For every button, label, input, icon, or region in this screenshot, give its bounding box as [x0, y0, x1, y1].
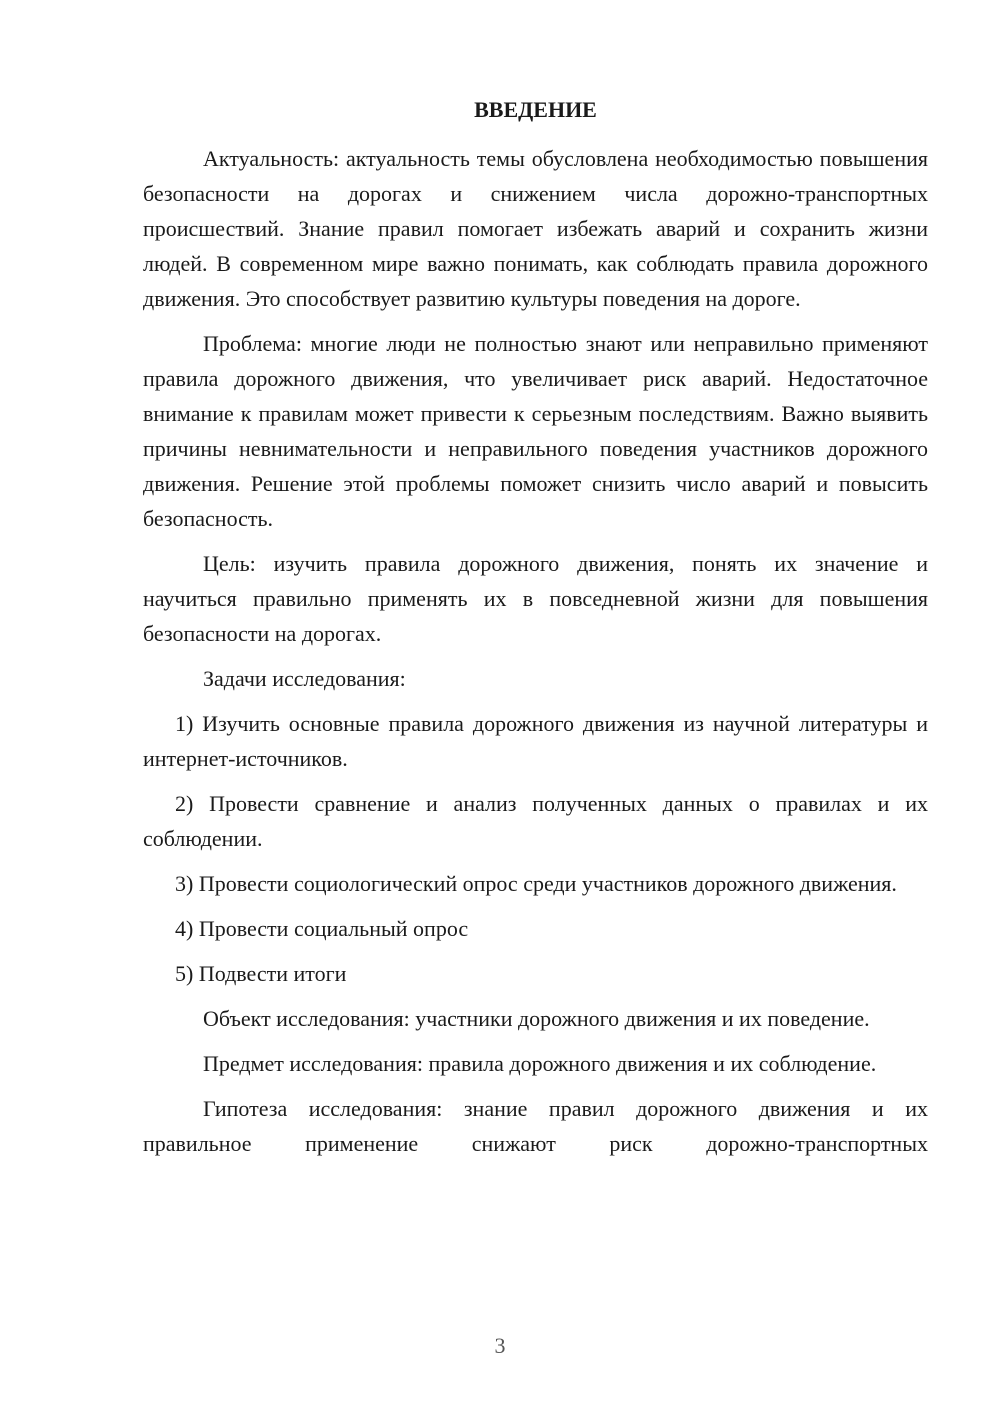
page-number: 3: [494, 1333, 506, 1358]
paragraph-tasks-heading: Задачи исследования:: [203, 666, 406, 691]
task-item-2: 2) Провести сравнение и анализ полученных данных о правилах и их соблюдении.: [143, 791, 928, 851]
task-item-1: 1) Изучить основные правила дорожного движения из научной литературы и интернет-источников.: [143, 711, 928, 771]
page-title: ВВЕДЕНИЕ: [474, 97, 597, 122]
paragraph-problem: Проблема: многие люди не полностью знают или неправильно применяют правила дорожного движения, что увеличивает риск аварий. Недостаточное внимание к правилам может привести к серьезным последствиям. Важно выявить причины невнимательности и неправильного поведения участников дорожного движения. Решение этой проблемы поможет снизить число аварий и повысить безопасность.: [143, 331, 928, 531]
paragraph-hypothesis: Гипотеза исследования: знание правил дорожного движения и их правильное применение снижают риск дорожно-транспортных: [143, 1096, 928, 1156]
task-item-4: 4) Провести социальный опрос: [175, 916, 469, 941]
paragraph-relevance: Актуальность: актуальность темы обусловлена необходимостью повышения безопасности на дорогах и снижением числа дорожно-транспортных происшествий. Знание правил помогает избежать аварий и сохранить жизни людей. В современном мире важно понимать, как соблюдать правила дорожного движения. Это способствует развитию культуры поведения на дороге.: [143, 146, 928, 311]
paragraph-subject: Предмет исследования: правила дорожного движения и их соблюдение.: [203, 1051, 877, 1076]
task-item-3: 3) Провести социологический опрос среди участников дорожного движения.: [175, 871, 897, 896]
document-page: [143, 92, 928, 1171]
paragraph-object: Объект исследования: участники дорожного движения и их поведение.: [203, 1006, 870, 1031]
paragraph-goal: Цель: изучить правила дорожного движения, понять их значение и научиться правильно применять их в повседневной жизни для повышения безопасности на дорогах.: [143, 551, 928, 646]
task-item-5: 5) Подвести итоги: [175, 961, 347, 986]
